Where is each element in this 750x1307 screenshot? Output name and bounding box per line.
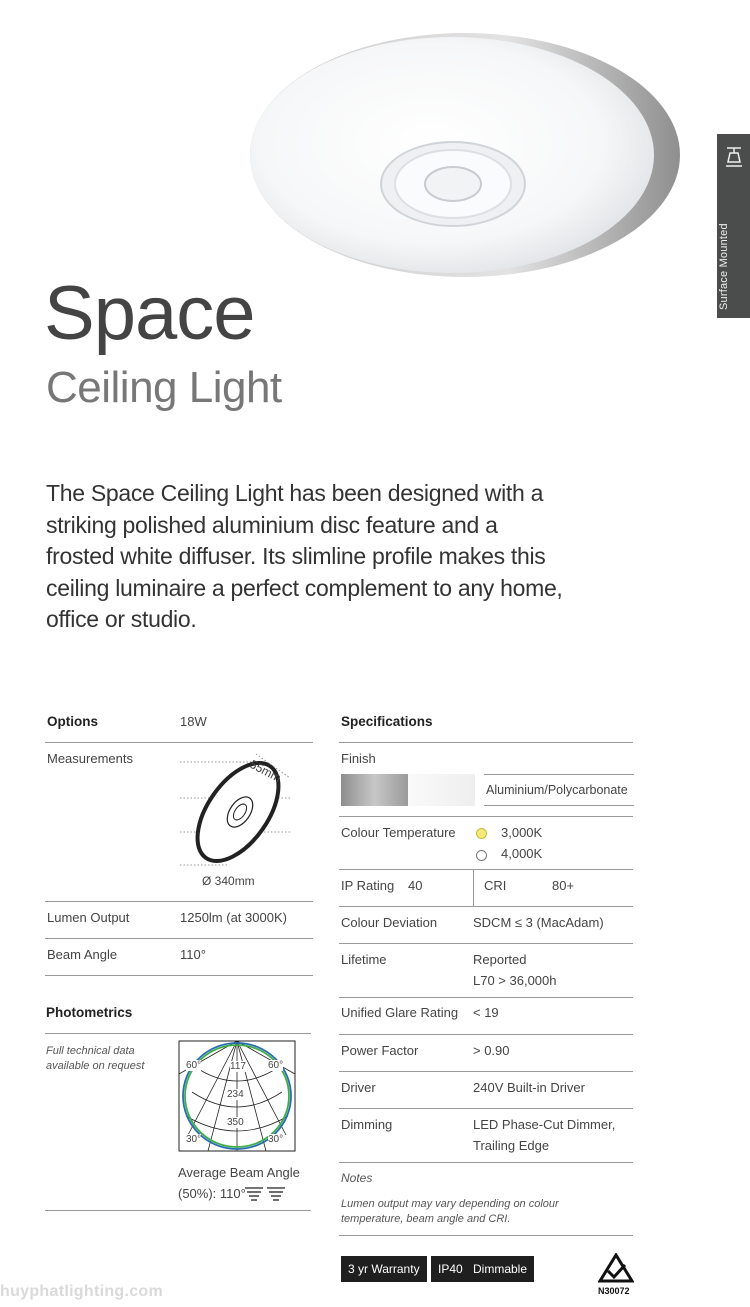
ip-badge: IP40 <box>431 1256 470 1282</box>
rcm-check-icon <box>598 1253 634 1283</box>
aluminium-swatch <box>341 774 408 806</box>
driver-value: 240V Built-in Driver <box>473 1080 585 1095</box>
product-subtitle: Ceiling Light <box>46 363 282 412</box>
ip-rating-value: 40 <box>408 878 423 893</box>
colour-deviation-label: Colour Deviation <box>341 915 438 930</box>
notes-text: Lumen output may vary depending on colour temperature, beam angle and CRI. <box>341 1198 559 1225</box>
colour-temperature-label: Colour Temperature <box>341 825 456 840</box>
divider <box>339 1162 633 1163</box>
dimension-drawing <box>178 748 298 872</box>
beam-angle-value: 110° <box>180 947 206 962</box>
angle-label: 60° <box>186 1060 202 1071</box>
divider <box>45 901 313 902</box>
options-wattage: 18W <box>180 714 207 729</box>
divider <box>45 742 313 743</box>
divider <box>339 816 633 817</box>
beam-spread-icon <box>244 1187 286 1201</box>
driver-label: Driver <box>341 1080 376 1095</box>
divider <box>339 906 633 907</box>
ip-rating-label: IP Rating <box>341 878 395 893</box>
photometrics-header: Photometrics <box>46 1005 133 1020</box>
finish-label: Finish <box>341 751 376 766</box>
intensity-label: 117 <box>230 1061 246 1072</box>
diameter-dimension: Ø 340mm <box>202 874 255 888</box>
divider <box>45 975 313 976</box>
beam-angle-caption: Average Beam Angle <box>178 1165 300 1180</box>
measurements-label: Measurements <box>47 751 133 766</box>
divider <box>339 1235 633 1236</box>
divider <box>45 1033 311 1034</box>
beam-angle-label: Beam Angle <box>47 947 118 962</box>
colour-temperature-option: 3,000K <box>501 825 543 840</box>
lifetime-value: Reported <box>473 952 527 967</box>
category-tab-label: Surface Mounted <box>718 223 730 310</box>
power-factor-value: > 0.90 <box>473 1043 510 1058</box>
glare-rating-label: Unified Glare Rating <box>341 1005 459 1020</box>
height-dimension: 55mm <box>247 757 284 786</box>
colour-deviation-value: SDCM ≤ 3 (MacAdam) <box>473 915 604 930</box>
angle-label: 30° <box>268 1134 284 1145</box>
product-title: Space <box>44 271 255 356</box>
lifetime-label: Lifetime <box>341 952 387 967</box>
divider <box>339 1034 633 1035</box>
angle-label: 60° <box>268 1060 284 1071</box>
product-description: The Space Ceiling Light has been designed with a striking polished aluminium disc feature and a frosted white diffuser. Its slimline profile makes this ceiling luminaire a perfect complement to any home, office or studio. <box>46 480 563 632</box>
lumen-label: Lumen Output <box>47 910 130 925</box>
dimmable-badge: Dimmable <box>466 1256 534 1282</box>
specifications-header: Specifications <box>341 714 433 729</box>
photometrics-note: Full technical data available on request <box>46 1045 145 1072</box>
dimming-value-detail: Trailing Edge <box>473 1138 550 1153</box>
colour-temperature-option: 4,000K <box>501 846 543 861</box>
cell-divider <box>473 870 474 906</box>
cool-white-dot-icon <box>476 850 487 861</box>
notes-header: Notes <box>341 1171 373 1185</box>
divider <box>339 997 633 998</box>
glare-rating-value: < 19 <box>473 1005 499 1020</box>
divider <box>45 938 313 939</box>
category-tab[interactable] <box>717 134 750 318</box>
product-image <box>240 30 680 290</box>
divider <box>339 943 633 944</box>
finish-value: Aluminium/Polycarbonate <box>486 783 628 797</box>
beam-angle-caption-value: (50%): 110° <box>178 1186 246 1201</box>
cri-value: 80+ <box>552 878 575 893</box>
intensity-label: 350 <box>227 1117 244 1128</box>
power-factor-label: Power Factor <box>341 1043 419 1058</box>
warm-white-dot-icon <box>476 828 487 839</box>
divider <box>339 742 633 743</box>
dimming-value: LED Phase-Cut Dimmer, <box>473 1117 616 1132</box>
divider <box>45 1210 311 1211</box>
intensity-label: 234 <box>227 1089 244 1100</box>
white-swatch <box>408 774 475 806</box>
options-header: Options <box>47 714 98 729</box>
divider <box>339 1071 633 1072</box>
lifetime-value-detail: L70 > 36,000h <box>473 973 557 988</box>
watermark: huyphatlighting.com <box>0 1283 164 1300</box>
angle-label: 30° <box>186 1134 202 1145</box>
dimming-label: Dimming <box>341 1117 393 1132</box>
cri-label: CRI <box>484 878 507 893</box>
divider <box>339 869 633 870</box>
warranty-badge: 3 yr Warranty <box>341 1256 427 1282</box>
certification-code: N30072 <box>598 1286 630 1296</box>
divider <box>339 1108 633 1109</box>
lumen-value: 1250lm (at 3000K) <box>180 910 287 925</box>
